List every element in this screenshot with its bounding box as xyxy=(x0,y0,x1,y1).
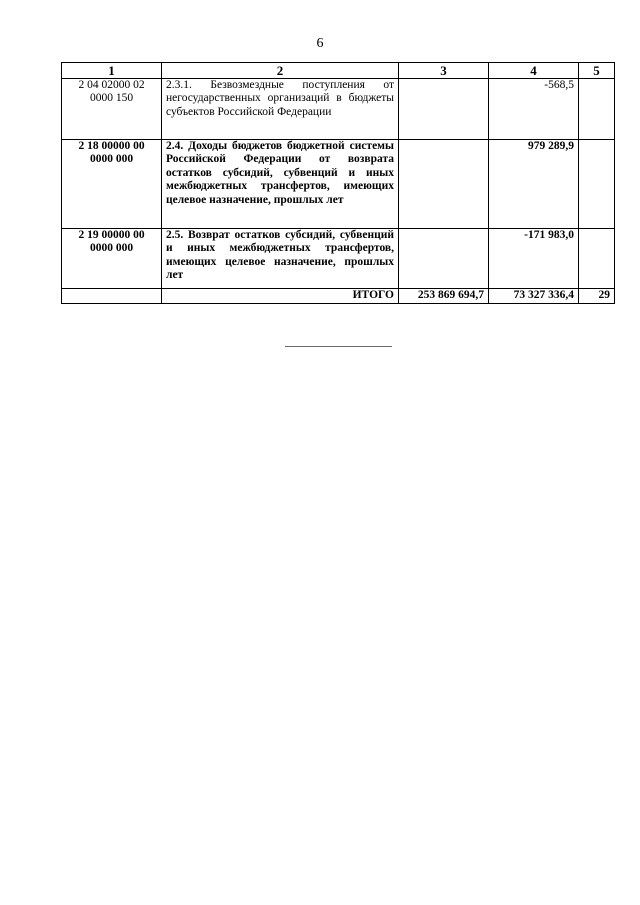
value-cell-col5 xyxy=(579,140,615,229)
end-separator-line xyxy=(285,346,392,347)
column-header-1: 1 xyxy=(62,63,162,79)
value-cell-col5 xyxy=(579,79,615,140)
value-cell-col3 xyxy=(399,79,489,140)
table-row xyxy=(62,229,615,289)
column-header-3: 3 xyxy=(399,63,489,79)
description-cell: 2.5. Возврат остатков субсидий, субвенций и иных межбюджетных трансфертов, имеющих целевое назначение, прошлых лет xyxy=(162,229,399,289)
description-cell: 2.3.1. Безвозмездные поступления от негосударственных организаций в бюджеты субъектов Российской Федерации xyxy=(162,79,399,140)
column-header-4: 4 xyxy=(489,63,579,79)
value-cell-col3 xyxy=(399,229,489,289)
value-cell-col3 xyxy=(399,140,489,229)
table-row xyxy=(62,79,615,140)
total-col3: 253 869 694,7 xyxy=(399,289,489,304)
table-row xyxy=(62,140,615,229)
budget-code-cell: 2 19 00000 00 0000 000 xyxy=(62,229,162,289)
column-header-5: 5 xyxy=(579,63,615,79)
total-col4: 73 327 336,4 xyxy=(489,289,579,304)
value-cell-col5 xyxy=(579,229,615,289)
total-row xyxy=(62,289,615,304)
total-label: ИТОГО xyxy=(162,289,399,304)
budget-code-cell: 2 18 00000 00 0000 000 xyxy=(62,140,162,229)
description-cell: 2.4. Доходы бюджетов бюджетной системы Российской Федерации от возврата остатков субсидий, субвенций и иных межбюджетных трансфертов, имеющих целевое назначение, прошлых лет xyxy=(162,140,399,229)
total-col5: 29 xyxy=(579,289,615,304)
value-cell-col4: 979 289,9 xyxy=(489,140,579,229)
total-empty-cell xyxy=(62,289,162,304)
budget-code-cell: 2 04 02000 02 0000 150 xyxy=(62,79,162,140)
column-header-2: 2 xyxy=(162,63,399,79)
page-number: 6 xyxy=(316,36,324,51)
revenue-table xyxy=(61,62,615,304)
value-cell-col4: -171 983,0 xyxy=(489,229,579,289)
value-cell-col4: -568,5 xyxy=(489,79,579,140)
table-header-row xyxy=(62,63,615,79)
